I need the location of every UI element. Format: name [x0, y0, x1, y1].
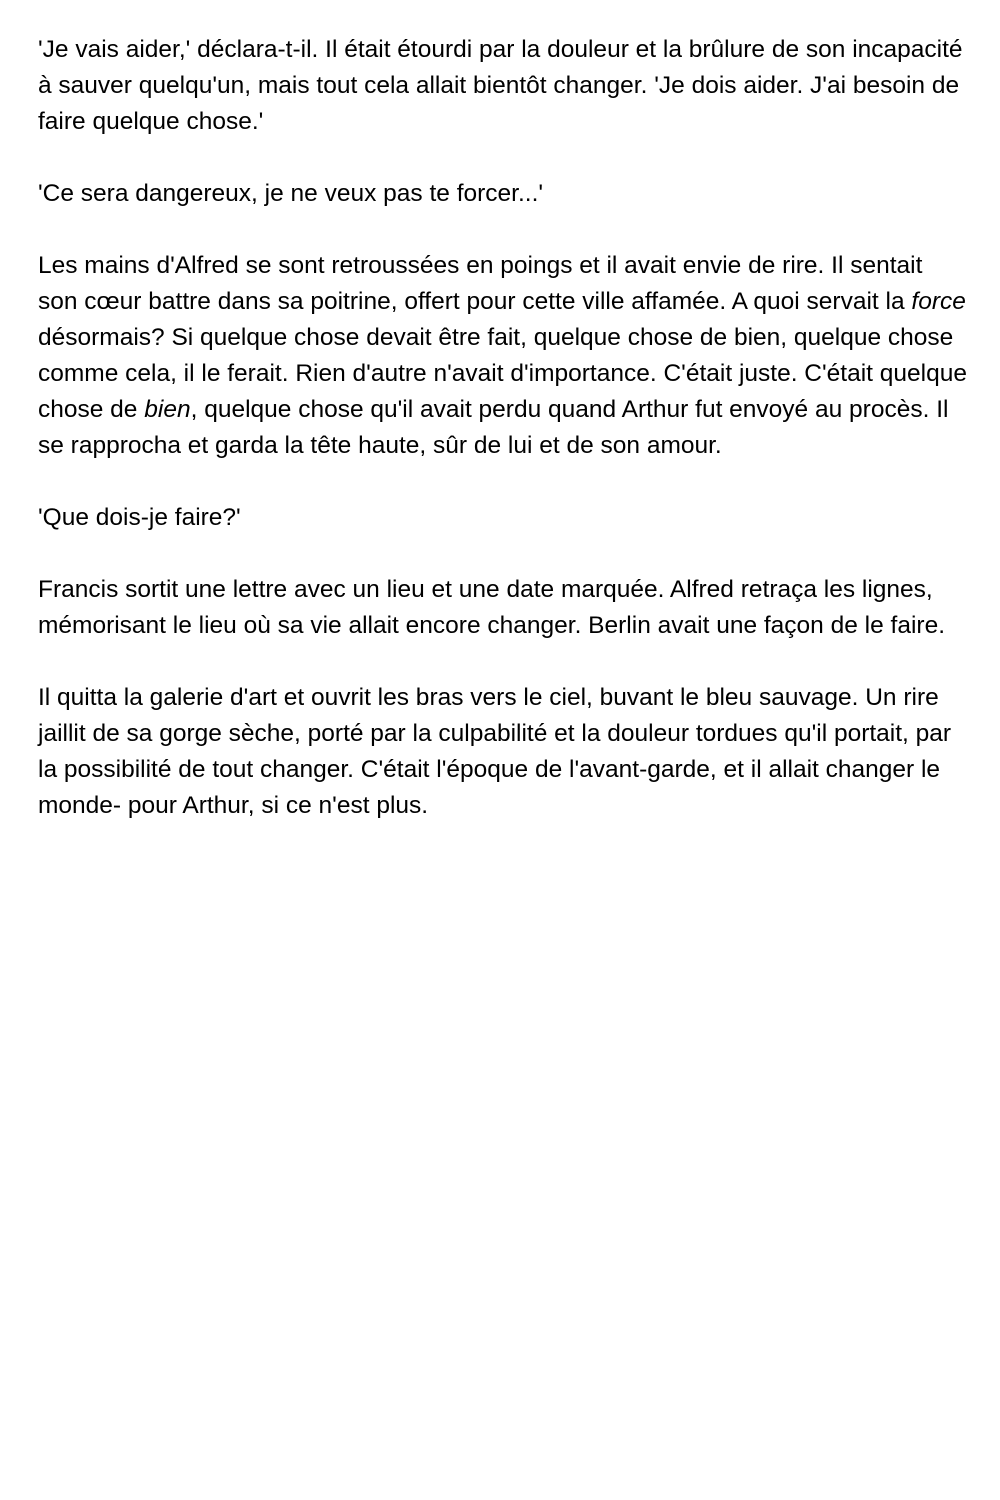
paragraph-2-text: 'Ce sera dangereux, je ne veux pas te forcer...' — [38, 180, 544, 207]
paragraph-1 — [38, 32, 968, 140]
paragraph-3-emphasis-force: force — [911, 288, 966, 315]
document-page — [38, 32, 968, 824]
paragraph-6-text: Il quitta la galerie d'art et ouvrit les bras vers le ciel, buvant le bleu sauvage. Un rire jaillit de sa gorge sèche, porté par la culpabilité et la douleur tordues qu'il portait, par la possibilité de tout changer. C'était l'époque de l'avant-garde, et il allait changer le monde- pour Arthur, si ce n'est plus. — [38, 684, 952, 819]
paragraph-5 — [38, 572, 968, 644]
paragraph-3 — [38, 248, 968, 464]
paragraph-2 — [38, 176, 968, 212]
paragraph-3-text-b: désormais? Si quelque chose devait être fait, quelque chose de bien, quelque chose comme cela, il le ferait. Rien d'autre n'avait d'importance. C'était juste. C'était quelque chose de — [38, 324, 967, 423]
paragraph-4-text: 'Que dois-je faire?' — [38, 504, 241, 531]
paragraph-6 — [38, 680, 968, 824]
paragraph-5-text: Francis sortit une lettre avec un lieu et une date marquée. Alfred retraça les lignes, mémorisant le lieu où sa vie allait encore changer. Berlin avait une façon de le faire. — [38, 576, 946, 639]
paragraph-3-text-a: Les mains d'Alfred se sont retroussées en poings et il avait envie de rire. Il sentait son cœur battre dans sa poitrine, offert pour cette ville affamée. A quoi servait la — [38, 252, 923, 315]
paragraph-3-emphasis-bien: bien — [144, 396, 191, 423]
paragraph-4 — [38, 500, 968, 536]
paragraph-1-text: 'Je vais aider,' déclara-t-il. Il était étourdi par la douleur et la brûlure de son incapacité à sauver quelqu'un, mais tout cela allait bientôt changer. 'Je dois aider. J'ai besoin de faire quelque chose.' — [38, 36, 963, 135]
paragraph-3-text-c: , quelque chose qu'il avait perdu quand Arthur fut envoyé au procès. Il se rapprocha et garda la tête haute, sûr de lui et de son amour. — [38, 396, 949, 459]
